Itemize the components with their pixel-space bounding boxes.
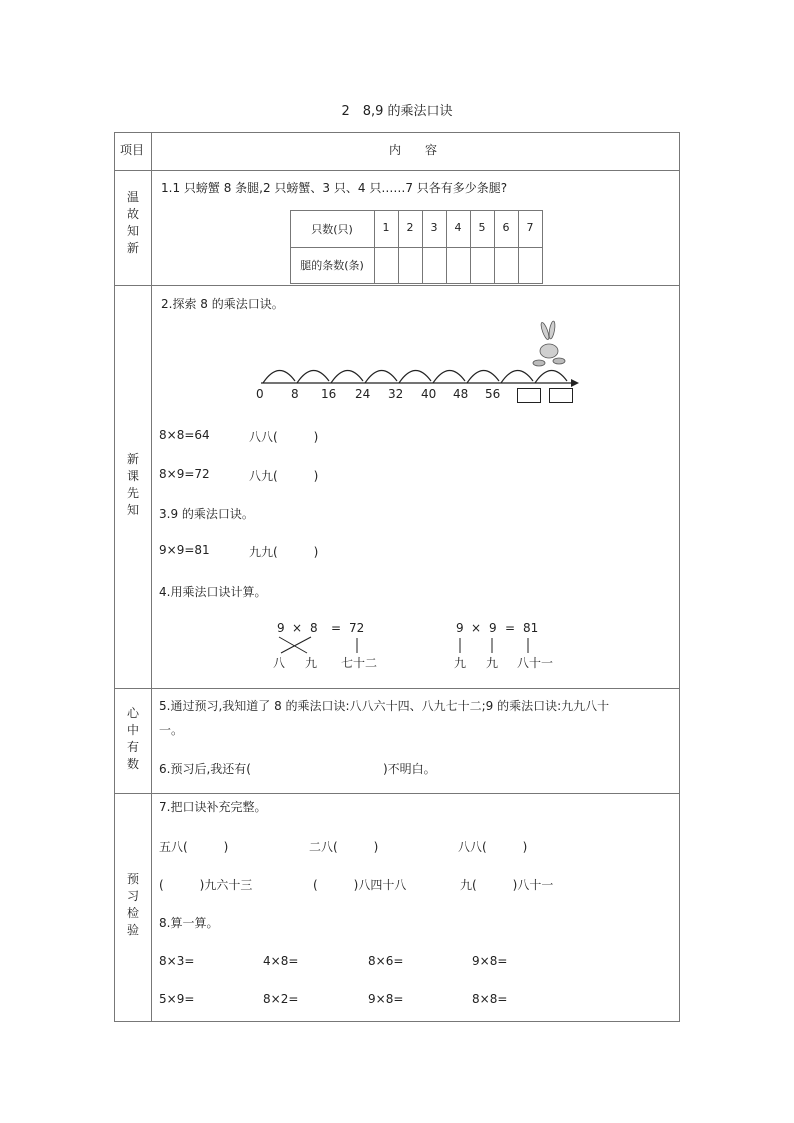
numberline-tick-label: 56 [485, 387, 501, 401]
calc-item[interactable]: 8×6= [368, 954, 404, 968]
table-cell-count: 1 [382, 221, 390, 234]
numberline-tick-label: 48 [453, 387, 469, 401]
row-divider [115, 793, 679, 794]
row-label-mind: 心中有数 [126, 706, 139, 771]
calc-item[interactable]: 4×8= [263, 954, 299, 968]
row-label-check: 预习检验 [126, 872, 139, 937]
numberline-tick-label: 16 [321, 387, 337, 401]
table-cell-count: 4 [454, 221, 462, 234]
header-content: 内 容 [389, 143, 438, 157]
row-label-review: 温故知新 [126, 190, 139, 255]
question-2: 2.探索 8 的乘法口诀。 [161, 297, 284, 311]
row-label-new: 新课先知 [126, 452, 139, 517]
row-divider [115, 170, 679, 171]
numberline-tick-label: 8 [291, 387, 299, 401]
rhyme-blank[interactable]: ( )九六十三 [159, 878, 253, 892]
worksheet-table: 项目 内 容 温故知新 新课先知 心中有数 预习检验 1.1 只螃蟹 8 条腿,2 只螃蟹、3 只、4 只……7 只各有多少条腿? 只数(只) 腿的条数(条) 1 2 3 4 5 6 7 2.探索 8 的乘法口诀。 0 8 16 24 32 40 48 56 8×8=64 八八( ) 8×9=72 八九( ) 3.9 的乘法口诀。 9×9=81 九九( ) 4.用乘法口诀计算。 9 × 8 = 72 八 九 七十二 9 × 9 = 81 九 九 八十一 5.通过预习,我知道了 8 的乘法口诀:八八六十四、八九七十二;9 的乘法口诀:九九八十 一。 6.预习后,我还有( )不明白。 7.把口诀补充完整。 五八( ) 二八( ) 八八( ) ( )九六十三 ( )八四十八 九( )八十一 8.算一算。 8×3= 4×8= 8×6= 9×8= 5×9= 8×2= 9×8= 8×8= [114, 132, 680, 1022]
rabbit-illustration [533, 321, 565, 366]
question-7: 7.把口诀补充完整。 [159, 800, 267, 814]
crab-legs-table [290, 210, 543, 284]
row-divider [115, 285, 679, 286]
numberline-tick-label: 40 [421, 387, 437, 401]
rhyme-blank[interactable]: 八九( ) [249, 469, 319, 483]
equation: 8×9=72 [159, 467, 210, 481]
row-divider [115, 688, 679, 689]
numberline-tick-label: 24 [355, 387, 371, 401]
calc-item[interactable]: 9×8= [368, 992, 404, 1006]
equation: 9×9=81 [159, 543, 210, 557]
table-label-legs: 腿的条数(条) [300, 259, 364, 272]
table-label-count: 只数(只) [311, 223, 353, 236]
numberline-tick-label: 0 [256, 387, 264, 401]
rhyme-blank[interactable]: ( )八四十八 [313, 878, 407, 892]
table-cell-count: 2 [406, 221, 414, 234]
equation: 8×8=64 [159, 428, 210, 442]
question-8: 8.算一算。 [159, 916, 219, 930]
table-cell-count: 5 [478, 221, 486, 234]
calc-item[interactable]: 5×9= [159, 992, 195, 1006]
rhyme-blank[interactable]: 八八( ) [249, 430, 319, 444]
calc-item[interactable]: 8×3= [159, 954, 195, 968]
calc-item[interactable]: 8×2= [263, 992, 299, 1006]
cross-lines [273, 635, 373, 655]
table-cell-count: 6 [502, 221, 510, 234]
table-cell-count: 7 [526, 221, 534, 234]
column-divider [151, 133, 152, 1021]
rhyme-blank[interactable]: 八八( ) [458, 840, 528, 854]
rhyme-blank[interactable]: 九九( ) [249, 545, 319, 559]
answer-box[interactable] [549, 388, 573, 403]
question-5-line1: 5.通过预习,我知道了 8 的乘法口诀:八八六十四、八九七十二;9 的乘法口诀:九九八十 [159, 699, 610, 713]
calc-item[interactable]: 9×8= [472, 954, 508, 968]
answer-box[interactable] [517, 388, 541, 403]
rhyme-blank[interactable]: 九( )八十一 [460, 878, 554, 892]
connector-lines [453, 635, 553, 655]
table-cell-count: 3 [430, 221, 438, 234]
header-item: 项目 [120, 143, 145, 157]
question-5-line2: 一。 [159, 723, 184, 737]
question-4: 4.用乘法口诀计算。 [159, 585, 267, 599]
page-title: 2 8,9 的乘法口诀 [341, 104, 453, 119]
numberline-tick-label: 32 [388, 387, 404, 401]
calc-item[interactable]: 8×8= [472, 992, 508, 1006]
question-6[interactable]: 6.预习后,我还有( )不明白。 [159, 762, 436, 776]
rhyme-blank[interactable]: 五八( ) [159, 840, 229, 854]
rhyme-blank[interactable]: 二八( ) [309, 840, 379, 854]
question-3: 3.9 的乘法口诀。 [159, 507, 254, 521]
question-1: 1.1 只螃蟹 8 条腿,2 只螃蟹、3 只、4 只……7 只各有多少条腿? [161, 181, 508, 195]
